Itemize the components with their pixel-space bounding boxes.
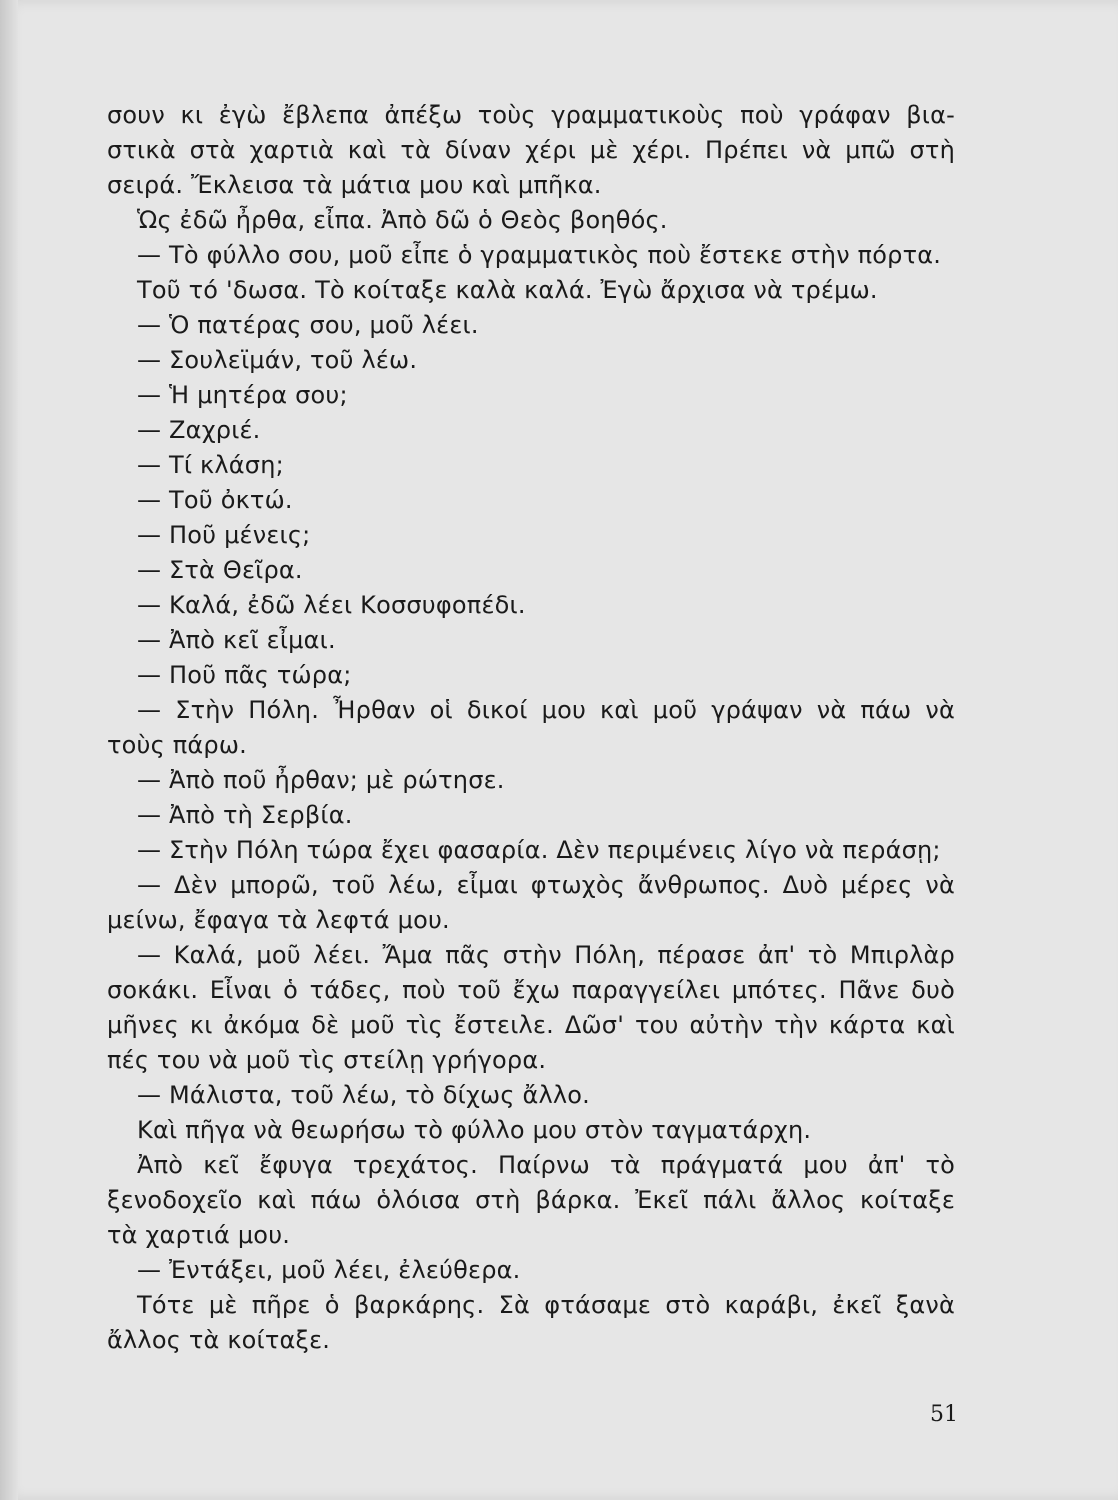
text-line: Καὶ πῆγα νὰ θεωρήσω τὸ φύλλο μου στὸν ταγματάρχη.	[137, 1116, 812, 1144]
text-line: Ἀπὸ κεῖ ἔφυγα τρεχάτος. Παίρνω τὰ πράγματά μου ἀπ' τὸ	[137, 1151, 955, 1179]
text-line: σουν κι ἐγὼ ἔβλεπα ἀπέξω τοὺς γραμματικοὺς ποὺ γράφαν βια-	[107, 101, 955, 129]
text-line: — Δὲν μπορῶ, τοῦ λέω, εἶμαι φτωχὸς ἄνθρωπος. Δυὸ μέρες νὰ	[137, 871, 955, 899]
text-line: — Ἀπὸ ποῦ ἦρθαν; μὲ ρώτησε.	[137, 766, 505, 794]
text-line: ξενοδοχεῖο καὶ πάω ὁλόισα στὴ βάρκα. Ἐκεῖ πάλι ἄλλος κοίταξε	[107, 1186, 955, 1214]
text-line: — Τί κλάση;	[137, 451, 284, 479]
text-line: μείνω, ἔφαγα τὰ λεφτά μου.	[107, 906, 450, 934]
text-line: τοὺς πάρω.	[107, 731, 247, 759]
page-number: 51	[930, 1402, 958, 1427]
text-line: — Ὁ πατέρας σου, μοῦ λέει.	[137, 311, 479, 339]
text-line: Τοῦ τό 'δωσα. Τὸ κοίταξε καλὰ καλά. Ἐγὼ ἄρχισα νὰ τρέμω.	[137, 276, 878, 304]
text-line: πές του νὰ μοῦ τὶς στείλῃ γρήγορα.	[107, 1046, 547, 1074]
text-line: — Ζαχριέ.	[137, 416, 261, 444]
text-line: — Καλά, ἐδῶ λέει Κοσσυφοπέδι.	[137, 591, 526, 619]
text-line: μῆνες κι ἀκόμα δὲ μοῦ τὶς ἔστειλε. Δῶσ' του αὐτὴν τὴν κάρτα καὶ	[107, 1011, 955, 1039]
text-line: σοκάκι. Εἶναι ὁ τάδες, ποὺ τοῦ ἔχω παραγγείλει μπότες. Πᾶνε δυὸ	[107, 976, 955, 1004]
text-line: ἄλλος τὰ κοίταξε.	[107, 1326, 331, 1354]
text-line: στικὰ στὰ χαρτιὰ καὶ τὰ δίναν χέρι μὲ χέρι. Πρέπει νὰ μπῶ στὴ	[107, 136, 955, 164]
text-line: — Ποῦ μένεις;	[137, 521, 311, 549]
text-line: — Καλά, μοῦ λέει. Ἄμα πᾶς στὴν Πόλη, πέρασε ἀπ' τὸ Μπιρλὰρ	[137, 941, 955, 969]
text-line: — Μάλιστα, τοῦ λέω, τὸ δίχως ἄλλο.	[137, 1081, 590, 1109]
text-line: — Τοῦ ὀκτώ.	[137, 486, 293, 514]
text-line: Ὡς ἐδῶ ἦρθα, εἶπα. Ἀπὸ δῶ ὁ Θεὸς βοηθός.	[137, 206, 668, 234]
text-line: σειρά. Ἔκλεισα τὰ μάτια μου καὶ μπῆκα.	[107, 171, 602, 199]
text-line: — Τὸ φύλλο σου, μοῦ εἶπε ὁ γραμματικὸς ποὺ ἔστεκε στὴν πόρτα.	[137, 241, 942, 269]
text-line: τὰ χαρτιά μου.	[107, 1221, 291, 1249]
text-line: — Ἀπὸ κεῖ εἶμαι.	[137, 626, 336, 654]
text-line: — Σουλεϊμάν, τοῦ λέω.	[137, 346, 418, 374]
body-text	[107, 98, 955, 1358]
text-line: — Στὰ Θεῖρα.	[137, 556, 303, 584]
text-line: — Ποῦ πᾶς τώρα;	[137, 661, 352, 689]
text-line: — Ἀπὸ τὴ Σερβία.	[137, 801, 353, 829]
book-spine-shadow	[0, 0, 18, 1500]
text-line: Τότε μὲ πῆρε ὁ βαρκάρης. Σὰ φτάσαμε στὸ καράβι, ἐκεῖ ξανὰ	[137, 1291, 955, 1319]
text-line: — Ἐντάξει, μοῦ λέει, ἐλεύθερα.	[137, 1256, 521, 1284]
text-line: — Ἡ μητέρα σου;	[137, 381, 348, 409]
text-line: — Στὴν Πόλη τώρα ἔχει φασαρία. Δὲν περιμένεις λίγο νὰ περάσῃ;	[137, 836, 941, 864]
text-line: — Στὴν Πόλη. Ἦρθαν οἱ δικοί μου καὶ μοῦ γράψαν νὰ πάω νὰ	[137, 696, 955, 724]
